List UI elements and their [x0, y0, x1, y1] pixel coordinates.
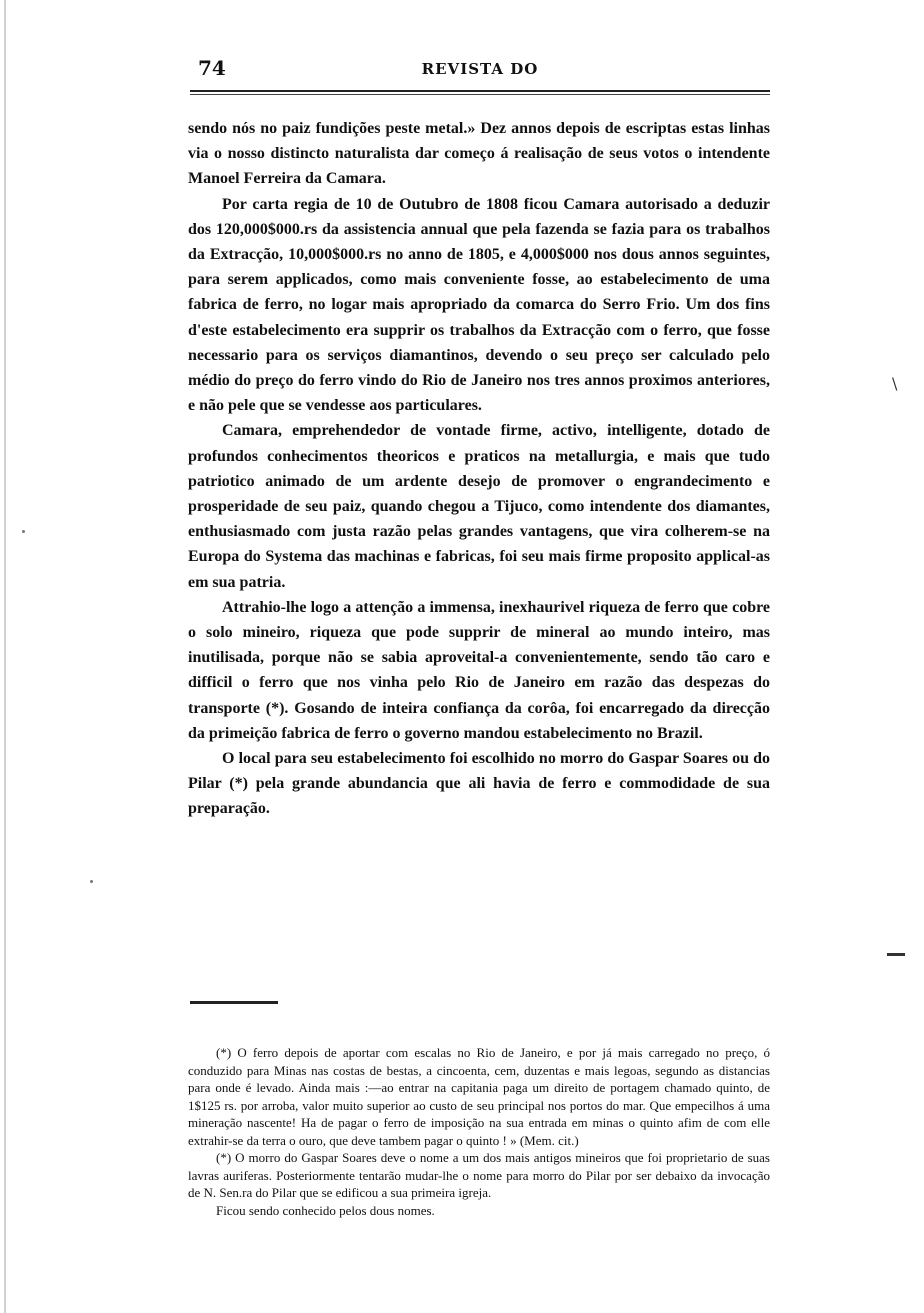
paragraph: sendo nós no paiz fundições peste metal.» Dez annos depois de escriptas estas linhas via o nosso distincto naturalista dar começo á realisação de seus votos o intendente Manoel Ferreira da Camara.	[188, 120, 770, 188]
scan-speck	[22, 530, 25, 533]
footnotes	[188, 1044, 770, 1219]
scan-speck	[90, 880, 93, 883]
footnote: (*) O morro do Gaspar Soares deve o nome a um dos mais antigos mineiros que foi proprietario de suas lavras auriferas. Posteriormente tentarão mudar-lhe o nome para morro do Pilar por ser debaixo da invocação de N. Sen.ra do Pilar que se edificou a sua primeira igreja.	[188, 1150, 770, 1200]
header-rule-thin	[190, 94, 770, 95]
running-title: REVISTA DO	[421, 60, 539, 78]
footnote: Ficou sendo conhecido pelos dous nomes.	[216, 1202, 435, 1218]
margin-mark: \	[892, 374, 898, 393]
paragraph: Attrahio-lhe logo a attenção a immensa, inexhaurivel riqueza de ferro que cobre o solo mineiro, riqueza que pode supprir de mineral ao mundo inteiro, mas inutilisada, porque não se sabia aproveital-a convenientemente, sendo tão caro e difficil o ferro que nos vinha pelo Rio de Janeiro em razão das despezas do transporte (*). Gosando de inteira confiança da corôa, foi encarregado da direcção da primeição fabrica de ferro o governo mandou estabelecimento no Brazil.	[188, 598, 770, 742]
scan-edge-shadow	[4, 0, 6, 1313]
main-text	[188, 116, 770, 822]
footnote: (*) O ferro depois de aportar com escalas no Rio de Janeiro, e por já mais carregado no preço, ó conduzido para Minas nas costas de bestas, a cincoenta, cem, duzentas e mais legoas, segundo as distancias para onde é levado. Ainda mais :—ao entrar na capitania paga um direito de portagem chamado quinto, de 1$125 rs. por arroba, valor muito superior ao custo de seu principal nos portos do mar. Que empecilhos á uma mineração nascente! Ha de pagar o ferro de imposição na sua entrada em minas o quinto afim de com elle extrahir-se da terra o ouro, que deve tambem pagar o quinto ! » (Mem. cit.)	[188, 1045, 770, 1148]
running-header	[188, 56, 772, 86]
paragraph: O local para seu estabelecimento foi escolhido no morro do Gaspar Soares ou do Pilar (*) pela grande abundancia que ali havia de ferro e commodidade de sua preparação.	[188, 750, 770, 818]
paragraph: Por carta regia de 10 de Outubro de 1808 ficou Camara autorisado a deduzir dos 120,000$000.rs da assistencia annual que pela fazenda se fazia para os trabalhos da Extracção, 10,000$000.rs no anno de 1805, e 4,000$000 nos dous annos seguintes, para serem applicados, como mais conveniente fosse, ao estabelecimento de uma fabrica de ferro, no logar mais apropriado da comarca do Serro Frio. Um dos fins d'este estabelecimento era supprir os trabalhos da Extracção com o ferro, que fosse necessario para os serviços diamantinos, devendo o seu preço ser calculado pelo médio do preço do ferro vindo do Rio de Janeiro nos tres annos proximos anteriores, e não pele que se vendesse aos particulares.	[188, 195, 770, 415]
paragraph: Camara, emprehendedor de vontade firme, activo, intelligente, dotado de profundos conhecimentos theoricos e praticos na metallurgia, e mais que tudo patriotico animado de um ardente desejo de promover o engrandecimento e prosperidade de seu paiz, quando chegou a Tijuco, como intendente dos diamantes, enthusiasmado com justa razão pelas grandes vantagens, que vira colherem-se na Europa do Systema das machinas e fabricas, foi seu mais firme proposito applical-as em sua patria.	[188, 422, 770, 591]
margin-dash	[887, 953, 905, 956]
footnote-separator	[190, 1001, 278, 1004]
header-rule	[190, 90, 770, 92]
page-number: 74	[198, 56, 226, 80]
